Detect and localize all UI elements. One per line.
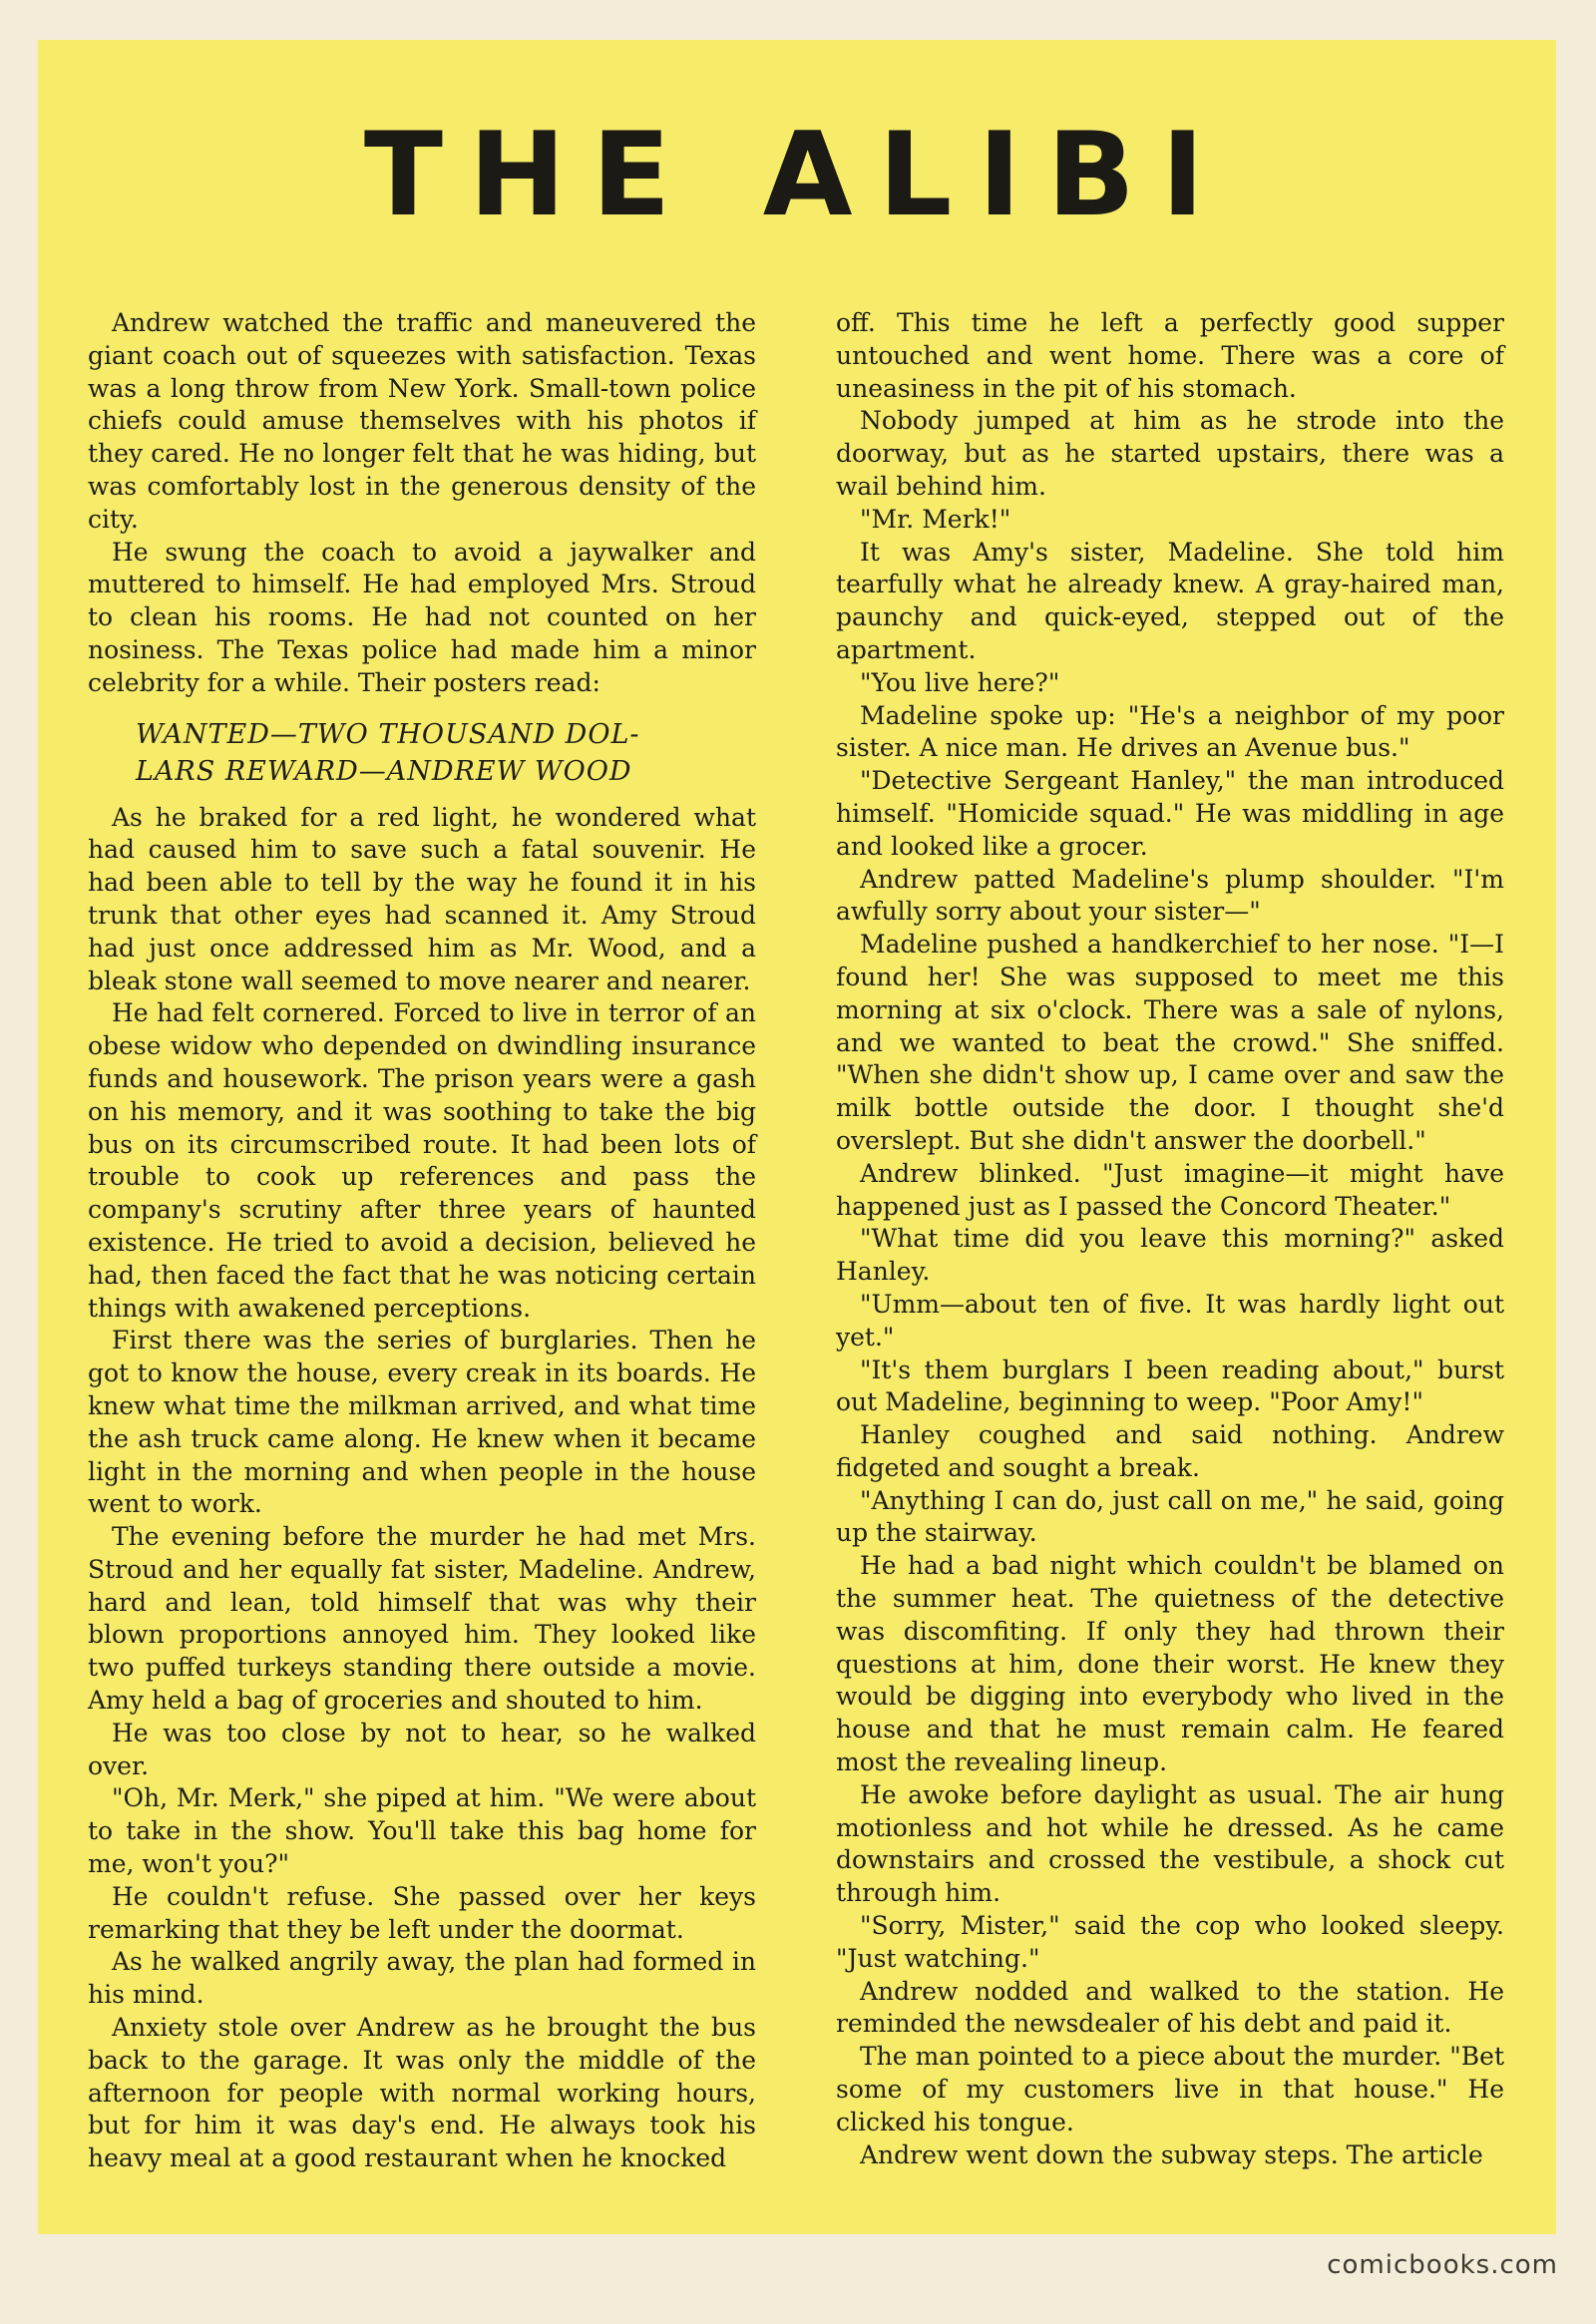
- paragraph: "Sorry, Mister," said the cop who looked sleepy. "Just watching.": [836, 1911, 1504, 1973]
- right-column: [836, 307, 1504, 2171]
- poster-line: WANTED—TWO THOUSAND DOL-: [136, 718, 640, 750]
- paragraph: Hanley coughed and said nothing. Andrew fidgeted and sought a break.: [836, 1420, 1504, 1482]
- paragraph: Andrew went down the subway steps. The article: [860, 2139, 1483, 2169]
- paragraph: He swung the coach to avoid a jaywalker and muttered to himself. He had employed Mrs. Stroud to clean his rooms. He had not counted on her nosiness. The Texas police had made him a minor celebrity for a while. Their posters read:: [88, 537, 756, 697]
- paragraph: "What time did you leave this morning?" asked Hanley.: [836, 1224, 1504, 1287]
- paragraph: "Detective Sergeant Hanley," the man introduced himself. "Homicide squad." He was middling in age and looked like a grocer.: [836, 766, 1504, 861]
- paragraph: Andrew patted Madeline's plump shoulder. "I'm awfully sorry about your sister—": [836, 864, 1504, 927]
- paragraph: "You live here?": [860, 667, 1060, 697]
- paragraph: Madeline pushed a handkerchief to her nose. "I—I found her! She was supposed to meet me this morning at six o'clock. There was a sale of nylons, and we wanted to beat the crowd." She sniffed. "When she didn't show up, I came over and saw the milk bottle outside the door. I thought she'd overslept. But she didn't answer the doorbell.": [836, 930, 1504, 1155]
- site-watermark: comicbooks.com: [1327, 2250, 1558, 2280]
- paragraph-continued: off. This time he left a perfectly good supper untouched and went home. There was a core of uneasiness in the pit of his stomach.: [836, 308, 1504, 403]
- poster-line: LARS REWARD—ANDREW WOOD: [136, 755, 632, 787]
- paragraph: Andrew nodded and walked to the station. He reminded the newsdealer of his debt and paid it.: [836, 1976, 1504, 2039]
- paragraph: The evening before the murder he had met Mrs. Stroud and her equally fat sister, Madeline. Andrew, hard and lean, told himself that was why their blown proportions annoyed him. They looked like two puffed turkeys standing there outside a movie. Amy held a bag of groceries and shouted to him.: [88, 1522, 756, 1716]
- paragraph: As he braked for a red light, he wondered what had caused him to save such a fatal souvenir. He had been able to tell by the way he found it in his trunk that other eyes had scanned it. Amy Stroud had just once addressed him as Mr. Wood, and a bleak stone wall seemed to move nearer and nearer.: [88, 802, 756, 995]
- story-title: THE ALIBI: [363, 108, 1231, 242]
- paragraph: As he walked angrily away, the plan had formed in his mind.: [88, 1947, 756, 2010]
- paragraph: "Mr. Merk!": [860, 504, 1011, 534]
- paragraph: It was Amy's sister, Madeline. She told him tearfully what he already knew. A gray-haired man, paunchy and quick-eyed, stepped out of the apartment.: [836, 537, 1504, 664]
- paragraph: "Umm—about ten of five. It was hardly light out yet.": [836, 1289, 1504, 1352]
- paragraph: Madeline spoke up: "He's a neighbor of my poor sister. A nice man. He drives an Avenue bus.": [836, 700, 1504, 763]
- paragraph: He had felt cornered. Forced to live in terror of an obese widow who depended on dwindling insurance funds and housework. The prison years were a gash on his memory, and it was soothing to take the big bus on its circumscribed route. It had been lots of trouble to cook up references and pass the company's scrutiny after three years of haunted existence. He tried to avoid a decision, believed he had, then faced the fact that he was noticing certain things with awakened perceptions.: [88, 998, 756, 1323]
- paragraph: Anxiety stole over Andrew as he brought the bus back to the garage. It was only the middle of the afternoon for people with normal working hours, but for him it was day's end. He always took his heavy meal at a good restaurant when he knocked: [88, 2013, 756, 2173]
- paragraph: Andrew blinked. "Just imagine—it might have happened just as I passed the Concord Theater.": [836, 1158, 1504, 1221]
- paragraph: He awoke before daylight as usual. The air hung motionless and hot while he dressed. As he came downstairs and crossed the vestibule, a shock cut through him.: [836, 1779, 1504, 1908]
- paragraph: He couldn't refuse. She passed over her keys remarking that they be left under the doormat.: [88, 1881, 756, 1944]
- wanted-poster-text: [88, 716, 756, 790]
- paragraph: He was too close by not to hear, so he walked over.: [88, 1718, 756, 1780]
- left-column: [88, 307, 756, 2175]
- paragraph: "Oh, Mr. Merk," she piped at him. "We were about to take in the show. You'll take this bag home for me, won't you?": [88, 1783, 756, 1879]
- story-panel: [38, 40, 1556, 2234]
- paragraph: The man pointed to a piece about the murder. "Bet some of my customers live in that house." He clicked his tongue.: [836, 2042, 1504, 2136]
- paragraph: Andrew watched the traffic and maneuvered the giant coach out of squeezes with satisfaction. Texas was a long throw from New York. Small-town police chiefs could amuse themselves with his photos if they cared. He no longer felt that he was hiding, but was comfortably lost in the generous density of the city.: [88, 308, 756, 534]
- paragraph: "Anything I can do, just call on me," he said, going up the stairway.: [836, 1485, 1504, 1548]
- paragraph: "It's them burglars I been reading about," burst out Madeline, beginning to weep. "Poor Amy!": [836, 1355, 1504, 1417]
- paragraph: He had a bad night which couldn't be blamed on the summer heat. The quietness of the detective was discomfiting. If only they had thrown their questions at him, done their worst. He knew they would be digging into everybody who lived in the house and that he must remain calm. He feared most the revealing lineup.: [836, 1551, 1504, 1777]
- paragraph: First there was the series of burglaries. Then he got to know the house, every creak in its boards. He knew what time the milkman arrived, and what time the ash truck came along. He knew when it became light in the morning and when people in the house went to work.: [88, 1326, 756, 1519]
- paragraph: Nobody jumped at him as he strode into the doorway, but as he started upstairs, there was a wail behind him.: [836, 406, 1504, 501]
